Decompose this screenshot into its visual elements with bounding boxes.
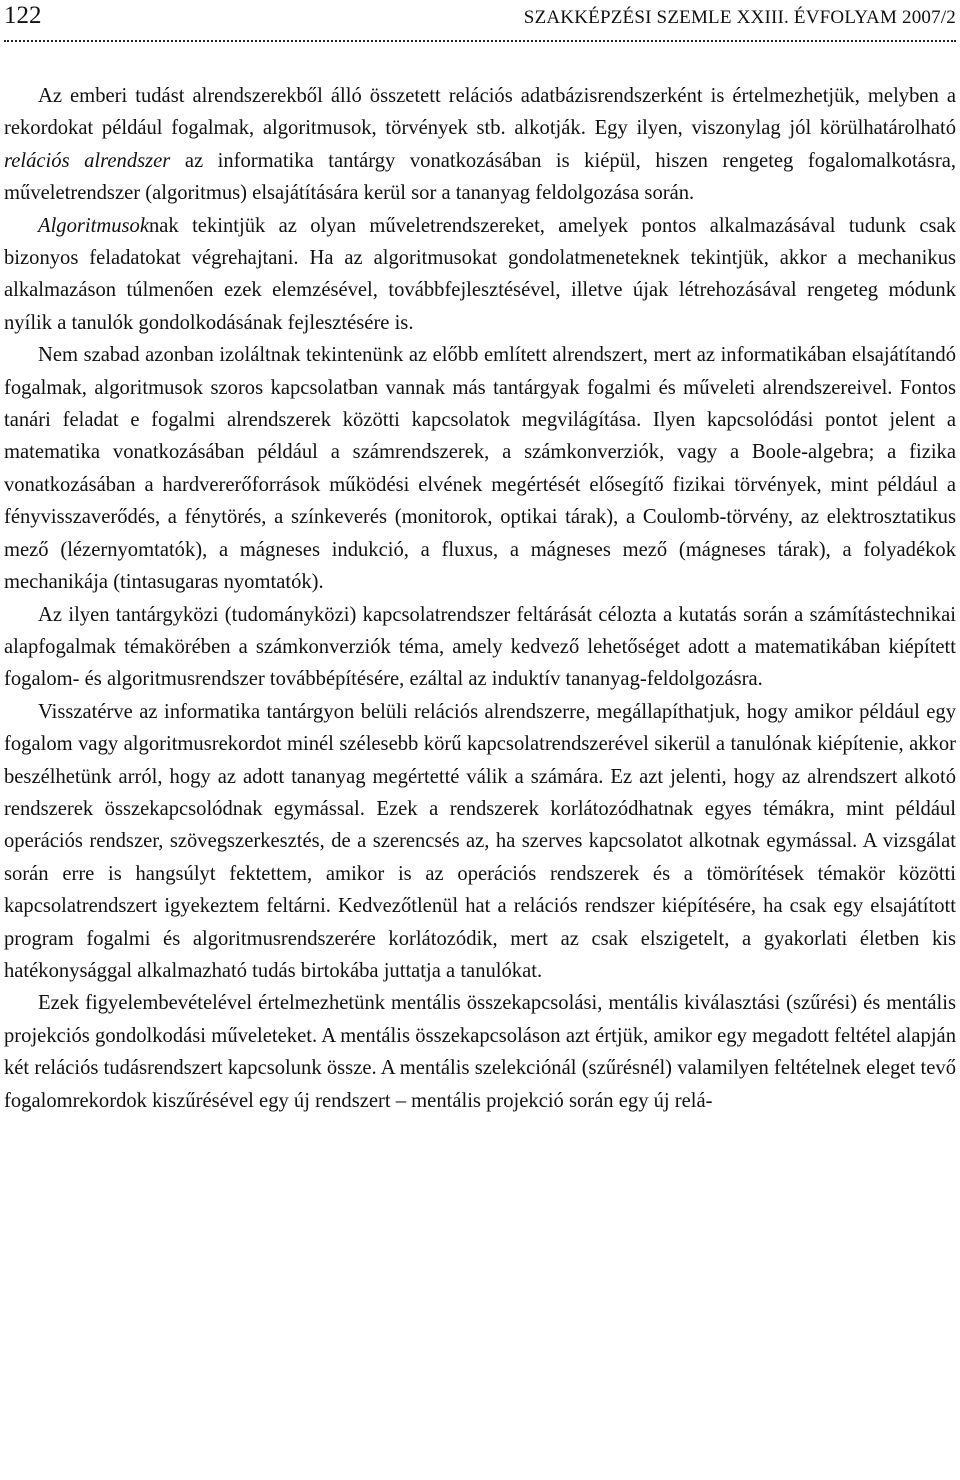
header-divider bbox=[4, 40, 956, 42]
paragraph bbox=[4, 339, 956, 598]
emphasized-term: relációs alrendszer bbox=[4, 149, 171, 172]
document-page bbox=[4, 0, 956, 1117]
body-text bbox=[4, 80, 956, 1117]
paragraph bbox=[4, 599, 956, 696]
text-run: az informatika tantárgy vonatkozásában is kiépül, hiszen rengeteg fogalomalkotásra, műveletrendszer (algoritmus) elsajátítására kerül sor a tananyag feldolgozása során. bbox=[4, 149, 956, 205]
page-header bbox=[4, 0, 956, 36]
text-run: Visszatérve az informatika tantárgyon belüli relációs alrendszerre, megállapíthatjuk, hogy amikor például egy fogalom vagy algoritmusrekordot minél szélesebb körű kapcsolatrendszerével sikerül a tanulónak kiépítenie, akkor beszélhetünk arról, hogy az adott tananyag megértetté válik a számára. Ez azt jelenti, hogy az alrendszert alkotó rendszerek összekapcsolódnak egymással. Ezek a rendszerek korlátozódhatnak egyes témákra, mint például operációs rendszer, szövegszerkesztés, de a szerencsés az, ha szerves kapcsolatot alkotnak egymással. A vizsgálat során erre is hangsúlyt fektettem, amikor is az operációs rendszerek és a tömörítések témakör közötti kapcsolatrendszert igyekeztem feltárni. Kedvezőtlenül hat a relációs rendszer kiépítésére, ha csak egy elsajátított program fogalmi és algoritmusrendszerére korlátozódik, mert az csak elszigetelt, a gyakorlati életben kis hatékonysággal alkalmazható tudás birtokába juttatja a tanulókat. bbox=[4, 700, 956, 982]
emphasized-term: Algoritmusok bbox=[38, 214, 149, 237]
page-number: 122 bbox=[4, 2, 42, 29]
text-run: Nem szabad azonban izoláltnak tekintenünk az előbb említett alrendszert, mert az informatikában elsajátítandó fogalmak, algoritmusok szoros kapcsolatban vannak más tantárgyak fogalmi és műveleti alrendszereivel. Fontos tanári feladat e fogalmi alrendszerek közötti kapcsolatok megvilágítása. Ilyen kapcsolódási pontot jelent a matematika vonatkozásában például a számrendszerek, a számkonverziók, vagy a Boole-algebra; a fizika vonatkozásában a hardvererőforrások működési elvének megértését elősegítő fizikai törvények, mint például a fényvisszaverődés, a fénytörés, a színkeverés (monitorok, optikai tárak), a Coulomb-törvény, az elektrosztatikus mező (lézernyomtatók), a mágneses indukció, a fluxus, a mágneses mező (mágneses tárak), a folyadékok mechanikája (tintasugaras nyomtatók). bbox=[4, 344, 956, 594]
text-run: Az emberi tudást alrendszerekből álló összetett relációs adatbázisrendszerként is értelmezhetjük, melyben a rekordokat például fogalmak, algoritmusok, törvények stb. alkotják. Egy ilyen, viszonylag jól körülhatárolható bbox=[4, 85, 956, 140]
paragraph bbox=[4, 210, 956, 340]
paragraph bbox=[4, 987, 956, 1117]
text-run: Az ilyen tantárgyközi (tudományközi) kapcsolatrendszer feltárását célozta a kutatás során a számítástechnikai alapfogalmak témakörében a számkonverziók téma, amely kedvező lehetőséget adott a matematikában kiépített fogalom- és algoritmusrendszer továbbépítésére, ezáltal az induktív tananyag-feldolgozásra. bbox=[4, 603, 956, 691]
paragraph bbox=[4, 80, 956, 210]
paragraph bbox=[4, 696, 956, 988]
text-run: Ezek figyelembevételével értelmezhetünk mentális összekapcsolási, mentális kiválasztási (szűrési) és mentális projekciós gondolkodási műveleteket. A mentális összekapcsoláson azt értjük, amikor egy megadott feltétel alapján két relációs tudásrendszert kapcsolunk össze. A mentális szelekciónál (szűrésnél) valamilyen feltételnek eleget tevő fogalomrekordok kiszűrésével egy új rendszert – mentális projekció során egy új relá- bbox=[4, 992, 956, 1112]
running-head: SZAKKÉPZÉSI SZEMLE XXIII. ÉVFOLYAM 2007/2 bbox=[523, 7, 956, 28]
text-run: nak tekintjük az olyan műveletrendszereket, amelyek pontos alkalmazásával tudunk csak bizonyos feladatokat végrehajtani. Ha az algoritmusokat gondolatmeneteknek tekintjük, akkor a mechanikus alkalmazáson túlmenően ezek elemzésével, továbbfejlesztésével, illetve újak létrehozásával rengeteg módunk nyílik a tanulók gondolkodásának fejlesztésére is. bbox=[4, 214, 956, 334]
